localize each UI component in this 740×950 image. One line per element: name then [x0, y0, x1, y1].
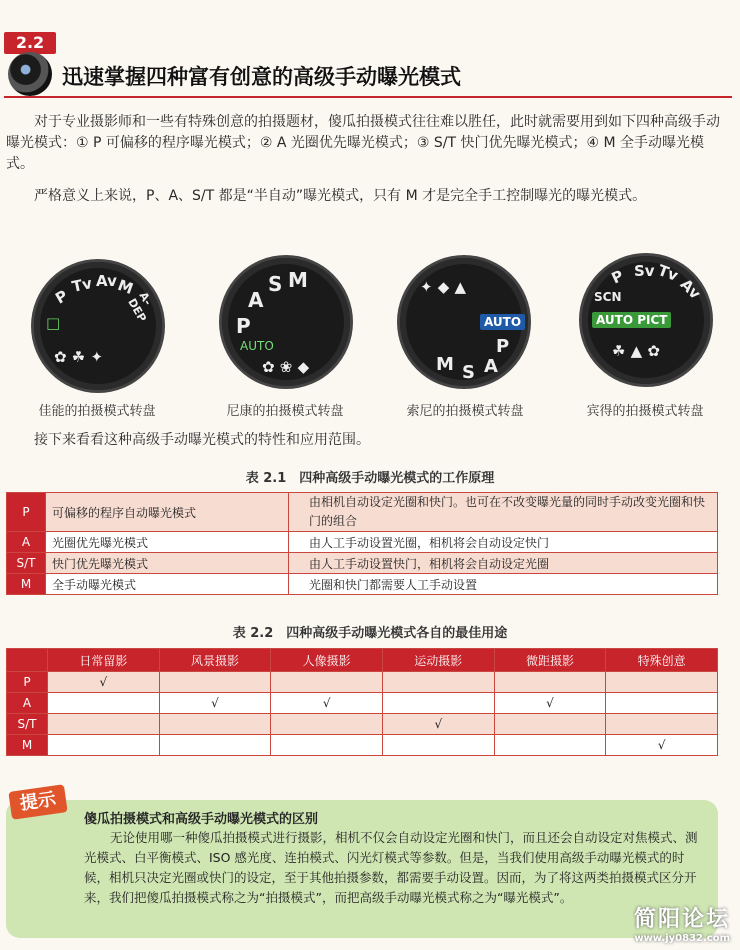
sony-mode-dial: ✦ ◆ ▲ AUTO P A S M [400, 258, 528, 386]
sony-dial-caption: 索尼的拍摄模式转盘 [406, 404, 524, 419]
usage-cell: √ [494, 693, 606, 714]
pentax-dial-label: AUTO PICT [592, 312, 671, 328]
sony-dial-label: AUTO [480, 314, 525, 330]
usage-cell [271, 672, 383, 693]
table-row [7, 693, 718, 714]
usage-cell: √ [48, 672, 160, 693]
mode-name-cell: 快门优先曝光模式 [46, 553, 289, 574]
nikon-mode-dial: S M A P AUTO ✿ ❀ ◆ [222, 258, 350, 386]
nikon-dial-caption: 尼康的拍摄模式转盘 [226, 404, 344, 419]
usage-cell [159, 672, 271, 693]
usage-cell: √ [271, 693, 383, 714]
usage-cell [606, 672, 718, 693]
table-row [7, 735, 718, 756]
intro-paragraph-1: 对于专业摄影师和一些有特殊创意的拍摄题材，傻瓜拍摄模式往往难以胜任，此时就需要用到如下四种高级手动曝光模式：① P 可偏移的程序曝光模式；② A 光圈优先曝光模式；③ S/T 快门优先曝光模式；④ M 全手动曝光模式。 [6, 114, 720, 172]
usage-cell [494, 735, 606, 756]
usage-cell [48, 714, 160, 735]
table-row [7, 672, 718, 693]
mode-name-cell: 光圈优先曝光模式 [46, 532, 289, 553]
usage-cell [48, 735, 160, 756]
intro-paragraph-2: 严格意义上来说，P、A、S/T 都是“半自动”曝光模式，只有 M 才是完全手工控制曝光的曝光模式。 [34, 188, 647, 204]
pentax-dial-caption: 宾得的拍摄模式转盘 [586, 404, 704, 419]
usage-cell: √ [606, 735, 718, 756]
section-title: 迅速掌握四种富有创意的高级手动曝光模式 [62, 65, 461, 89]
watermark [634, 902, 730, 944]
mode-cell: M [7, 574, 46, 595]
usage-cell [382, 735, 494, 756]
title-divider [4, 96, 732, 98]
mode-name-cell: 可偏移的程序自动曝光模式 [46, 493, 289, 532]
table-row [7, 714, 718, 735]
column-header: 日常留影 [48, 649, 160, 672]
watermark-name: 简阳论坛 [633, 907, 730, 932]
mode-cell: P [7, 672, 48, 693]
section-title-bar [56, 60, 726, 94]
mode-name-cell: 全手动曝光模式 [46, 574, 289, 595]
usage-cell [606, 693, 718, 714]
mode-cell: S/T [7, 553, 46, 574]
usage-cell [48, 693, 160, 714]
mode-cell: P [7, 493, 46, 532]
canon-mode-dial: P Tv Av M A-DEP □ ✿ ☘ ✦ [34, 262, 162, 390]
tip-body: 无论使用哪一种傻瓜拍摄模式进行摄影，相机不仅会自动设定光圈和快门，而且还会自动设定对焦模式、测光模式、白平衡模式、ISO 感光度、连拍模式、闪光灯模式等参数。但是，当我们使用高级手动曝光模式的时候，相机只决定光圈或快门的设定，至于其他拍摄参数，都需要手动设置。因而，为了将这两类拍摄模式区分开来，我们把傻瓜拍摄模式称之为“拍摄模式”，而把高级手动曝光模式称之为“曝光模式”。 [84, 830, 698, 905]
table-row [7, 553, 718, 574]
camera-lens-icon [8, 52, 52, 96]
mode-cell: M [7, 735, 48, 756]
column-header: 风景摄影 [159, 649, 271, 672]
table-row [7, 574, 718, 595]
usage-cell [382, 693, 494, 714]
usage-cell [271, 714, 383, 735]
section-number-badge: 2.2 [4, 32, 56, 54]
column-header: 人像摄影 [271, 649, 383, 672]
tip-label: 提示 [8, 784, 67, 820]
usage-cell [159, 735, 271, 756]
usage-cell: √ [382, 714, 494, 735]
table1-caption: 表 2.1 四种高级手动曝光模式的工作原理 [245, 471, 495, 486]
column-header: 运动摄影 [382, 649, 494, 672]
mode-desc-cell: 由相机自动设定光圈和快门。也可在不改变曝光量的同时手动改变光圈和快门的组合 [289, 493, 718, 532]
table2-caption: 表 2.2 四种高级手动曝光模式各自的最佳用途 [232, 626, 508, 641]
table2-header-row [7, 649, 718, 672]
mode-desc-cell: 由人工手动设置快门，相机将会自动设定光圈 [289, 553, 718, 574]
table1 [6, 492, 718, 595]
pentax-mode-dial: P Sv Tv Av SCN AUTO PICT ☘ ▲ ✿ [582, 256, 710, 384]
usage-cell: √ [159, 693, 271, 714]
mode-desc-cell: 光圈和快门都需要人工手动设置 [289, 574, 718, 595]
corner-cell [7, 649, 48, 672]
table-row [7, 493, 718, 532]
usage-cell [271, 735, 383, 756]
usage-cell [494, 672, 606, 693]
usage-cell [494, 714, 606, 735]
usage-cell [382, 672, 494, 693]
column-header: 微距摄影 [494, 649, 606, 672]
mode-cell: A [7, 693, 48, 714]
canon-dial-caption: 佳能的拍摄模式转盘 [38, 404, 156, 419]
canon-dial-label: A-DEP [125, 289, 155, 325]
usage-cell [606, 714, 718, 735]
column-header: 特殊创意 [606, 649, 718, 672]
mode-cell: S/T [7, 714, 48, 735]
mode-cell: A [7, 532, 46, 553]
table-row [7, 532, 718, 553]
mode-desc-cell: 由人工手动设置光圈，相机将会自动设定快门 [289, 532, 718, 553]
nikon-dial-label: AUTO [240, 339, 274, 353]
watermark-url: www.jy0832.com [634, 933, 730, 944]
tip-title: 傻瓜拍摄模式和高级手动曝光模式的区别 [84, 812, 319, 827]
usage-cell [159, 714, 271, 735]
table2 [6, 648, 718, 756]
next-section-text: 接下来看看这种高级手动曝光模式的特性和应用范围。 [34, 432, 370, 448]
